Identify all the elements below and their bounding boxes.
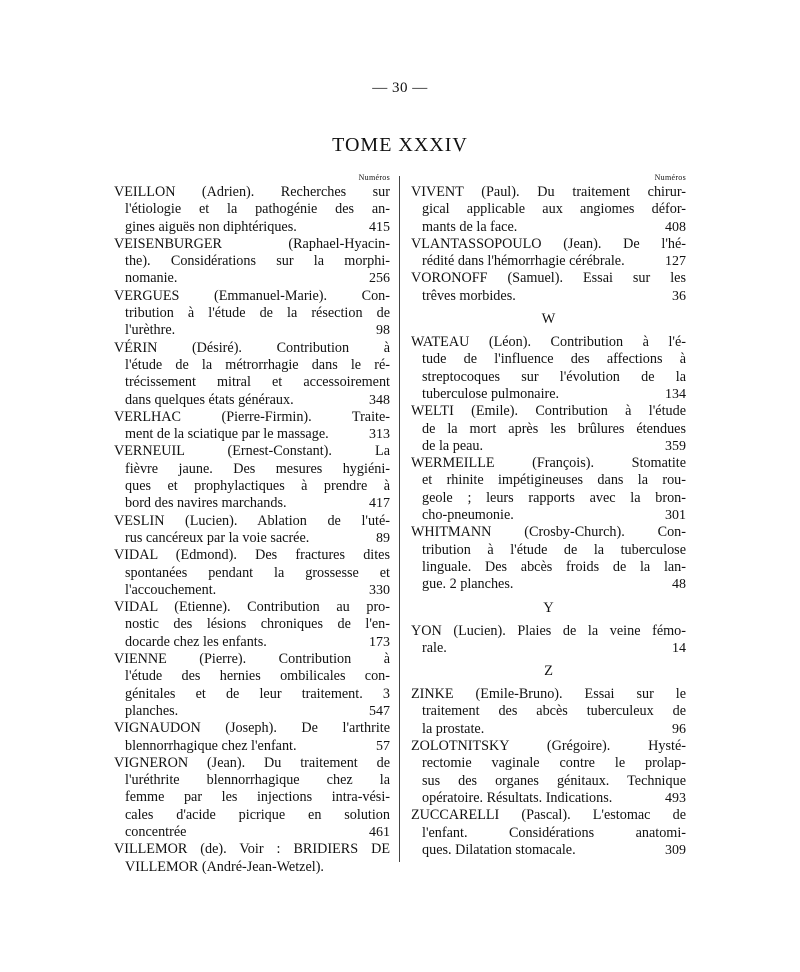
numeros-label-left: Numéros bbox=[358, 173, 390, 182]
entry-text-line: de la mort après les brûlures étendues bbox=[422, 420, 686, 437]
entry-text-line: fièvre jaune. Des mesures hygiéni- bbox=[125, 460, 390, 477]
index-entry bbox=[411, 236, 686, 271]
entry-author-line: VEISENBURGER (Raphael-Hyacin- bbox=[114, 235, 390, 252]
entry-author-line: ZUCCARELLI (Pascal). L'estomac de bbox=[411, 807, 686, 824]
entry-number: 14 bbox=[672, 640, 686, 656]
section-letter-heading: Y bbox=[543, 599, 554, 616]
entry-text-line: ques et prophylactiques à prendre à bbox=[125, 478, 390, 495]
entry-number: 313 bbox=[369, 427, 390, 443]
left-entry-list bbox=[114, 184, 390, 876]
entry-text-line: mants de la face. bbox=[422, 218, 518, 235]
entry-text-line: tribution à l'étude de la tuberculose bbox=[422, 541, 686, 558]
entry-author-line: YON (Lucien). Plaies de la veine fémo- bbox=[411, 622, 686, 639]
entry-number: 127 bbox=[665, 254, 686, 270]
entry-author-line: VESLIN (Lucien). Ablation de l'uté- bbox=[114, 512, 390, 529]
entry-text-line: l'urèthre. bbox=[125, 322, 176, 339]
index-entry bbox=[411, 455, 686, 524]
entry-number: 547 bbox=[369, 703, 390, 719]
entry-author-line: WATEAU (Léon). Contribution à l'é- bbox=[411, 334, 686, 351]
entry-text-line: gines aiguës non diphtériques. bbox=[125, 218, 297, 235]
entry-author-line: VERNEUIL (Ernest-Constant). La bbox=[114, 443, 390, 460]
section-letter-heading: W bbox=[541, 311, 556, 328]
column-divider bbox=[399, 176, 400, 862]
entry-author-line: ZINKE (Emile-Bruno). Essai sur le bbox=[411, 686, 686, 703]
entry-text-line: gue. 2 planches. bbox=[422, 576, 514, 593]
entry-number: 359 bbox=[665, 438, 686, 454]
entry-author-line: VIDAL (Etienne). Contribution au pro- bbox=[114, 599, 390, 616]
entry-text-line: rale. bbox=[422, 639, 447, 656]
index-entry bbox=[114, 841, 390, 876]
entry-author-line: VORONOFF (Samuel). Essai sur les bbox=[411, 270, 686, 287]
entry-text-line: sus des organes génitaux. Technique bbox=[422, 772, 686, 789]
right-entry-list bbox=[411, 184, 686, 859]
index-entry bbox=[411, 686, 686, 738]
entry-text-line: streptocoques sur l'évolution de la bbox=[422, 368, 686, 385]
entry-text-line: spontanées pendant la grossesse et bbox=[125, 564, 390, 581]
entry-text-line: opératoire. Résultats. Indications. bbox=[422, 789, 613, 806]
entry-number: 57 bbox=[376, 738, 390, 754]
entry-text-line: tuberculose pulmonaire. bbox=[422, 385, 560, 402]
entry-author-line: WHITMANN (Crosby-Church). Con- bbox=[411, 524, 686, 541]
entry-text-line: rus cancéreux par la voie sacrée. bbox=[125, 529, 310, 546]
entry-text-line: gical applicable aux angiomes défor- bbox=[422, 201, 686, 218]
entry-author-line: VIGNERON (Jean). Du traitement de bbox=[114, 754, 390, 771]
entry-text-line: génitales et de leur traitement. 3 bbox=[125, 685, 390, 702]
index-entry bbox=[114, 755, 390, 841]
entry-text-line: linguale. Des abcès froids de la lan- bbox=[422, 558, 686, 575]
entry-author-line: WELTI (Emile). Contribution à l'étude bbox=[411, 403, 686, 420]
entry-text-line: geole ; leurs rapports avec la bron- bbox=[422, 489, 686, 506]
entry-author-line: VIVENT (Paul). Du traitement chirur- bbox=[411, 184, 686, 200]
index-entry bbox=[411, 738, 686, 807]
entry-number: 98 bbox=[376, 323, 390, 339]
entry-text-line: blennorrhagique chez l'enfant. bbox=[125, 737, 297, 754]
index-entry bbox=[411, 403, 686, 455]
entry-number: 493 bbox=[665, 790, 686, 806]
numeros-label-right: Numéros bbox=[654, 173, 686, 182]
entry-number: 96 bbox=[672, 721, 686, 737]
index-entry bbox=[114, 340, 390, 409]
entry-author-line: VIGNAUDON (Joseph). De l'arthrite bbox=[114, 720, 390, 737]
entry-text-line: l'étude des hernies ombilicales con- bbox=[125, 668, 390, 685]
index-entry bbox=[411, 623, 686, 658]
entry-text-line: cho-pneumonie. bbox=[422, 507, 514, 524]
entry-text-line: ques. Dilatation stomacale. bbox=[422, 841, 576, 858]
entry-text-line: dans quelques états généraux. bbox=[125, 391, 294, 408]
index-entry bbox=[411, 334, 686, 403]
index-entry bbox=[114, 409, 390, 444]
entry-text-line: cales d'acide picrique en solution bbox=[125, 806, 390, 823]
entry-text-line: traitement des abcès tuberculeux de bbox=[422, 703, 686, 720]
index-entry bbox=[114, 651, 390, 720]
entry-text-line: the). Considérations sur la morphi- bbox=[125, 253, 390, 270]
entry-text-line: trêves morbides. bbox=[422, 287, 516, 304]
index-entry bbox=[411, 270, 686, 305]
index-entry bbox=[114, 599, 390, 651]
right-column bbox=[411, 173, 686, 859]
entry-text-line: l'accouchement. bbox=[125, 581, 217, 598]
entry-number: 309 bbox=[665, 842, 686, 858]
index-entry bbox=[114, 547, 390, 599]
entry-author-line: VERGUES (Emmanuel-Marie). Con- bbox=[114, 287, 390, 304]
page-number: — 30 — bbox=[372, 80, 428, 96]
entry-author-line: VÉRIN (Désiré). Contribution à bbox=[114, 339, 390, 356]
index-entry bbox=[114, 720, 390, 755]
left-column bbox=[114, 173, 390, 876]
index-entry bbox=[114, 513, 390, 548]
entry-number: 48 bbox=[672, 577, 686, 593]
index-entry bbox=[411, 184, 686, 236]
entry-number: 134 bbox=[665, 386, 686, 402]
entry-number: 461 bbox=[369, 824, 390, 840]
entry-text-line: rectomie vaginale contre le prolap- bbox=[422, 755, 686, 772]
entry-text-line: femme par les injections intra-vési- bbox=[125, 789, 390, 806]
tome-title: TOME XXXIV bbox=[332, 134, 468, 156]
entry-text-line: l'enfant. Considérations anatomi- bbox=[422, 824, 686, 841]
entry-number: 36 bbox=[672, 288, 686, 304]
entry-text-line: l'étude de la métrorrhagie dans le ré- bbox=[125, 356, 390, 373]
entry-number: 301 bbox=[665, 508, 686, 524]
entry-text-line: bord des navires marchands. bbox=[125, 495, 287, 512]
entry-text-line: rédité dans l'hémorrhagie cérébrale. bbox=[422, 253, 625, 270]
entry-text-line: de la peau. bbox=[422, 437, 484, 454]
entry-text-line: VILLEMOR (André-Jean-Wetzel). bbox=[125, 858, 324, 875]
index-entry bbox=[114, 288, 390, 340]
entry-author-line: VIENNE (Pierre). Contribution à bbox=[114, 651, 390, 668]
index-entry bbox=[411, 807, 686, 859]
index-entry bbox=[114, 236, 390, 288]
entry-author-line: ZOLOTNITSKY (Grégoire). Hysté- bbox=[411, 738, 686, 755]
entry-text-line: nomanie. bbox=[125, 270, 178, 287]
entry-number: 330 bbox=[369, 582, 390, 598]
entry-number: 256 bbox=[369, 271, 390, 287]
entry-number: 173 bbox=[369, 634, 390, 650]
entry-text-line: l'uréthrite blennorrhagique chez la bbox=[125, 772, 390, 789]
entry-author-line: VEILLON (Adrien). Recherches sur bbox=[114, 184, 390, 200]
entry-text-line: nostic des lésions chroniques de l'en- bbox=[125, 616, 390, 633]
entry-author-line: VLANTASSOPOULO (Jean). De l'hé- bbox=[411, 235, 686, 252]
entry-author-line: VILLEMOR (de). Voir : BRIDIERS DE bbox=[114, 841, 390, 858]
entry-text-line: trécissement mitral et accessoirement bbox=[125, 374, 390, 391]
entry-text-line: docarde chez les enfants. bbox=[125, 633, 267, 650]
entry-text-line: et rhinite impétigineuses dans la rou- bbox=[422, 472, 686, 489]
entry-number: 415 bbox=[369, 219, 390, 235]
entry-text-line: la prostate. bbox=[422, 720, 485, 737]
entry-author-line: WERMEILLE (François). Stomatite bbox=[411, 455, 686, 472]
entry-author-line: VIDAL (Edmond). Des fractures dites bbox=[114, 547, 390, 564]
entry-text-line: ment de la sciatique par le massage. bbox=[125, 426, 329, 443]
index-entry bbox=[411, 524, 686, 593]
index-entry bbox=[114, 184, 390, 236]
entry-author-line: VERLHAC (Pierre-Firmin). Traite- bbox=[114, 408, 390, 425]
entry-text-line: planches. bbox=[125, 702, 179, 719]
section-letter-heading: Z bbox=[544, 663, 553, 680]
entry-number: 417 bbox=[369, 496, 390, 512]
entry-number: 408 bbox=[665, 219, 686, 235]
entry-text-line: tribution à l'étude de la résection de bbox=[125, 305, 390, 322]
entry-text-line: tude de l'influence des affections à bbox=[422, 351, 686, 368]
entry-text-line: l'étiologie et la pathogénie des an- bbox=[125, 201, 390, 218]
index-entry bbox=[114, 443, 390, 512]
entry-text-line: concentrée bbox=[125, 823, 187, 840]
entry-number: 348 bbox=[369, 392, 390, 408]
entry-number: 89 bbox=[376, 530, 390, 546]
